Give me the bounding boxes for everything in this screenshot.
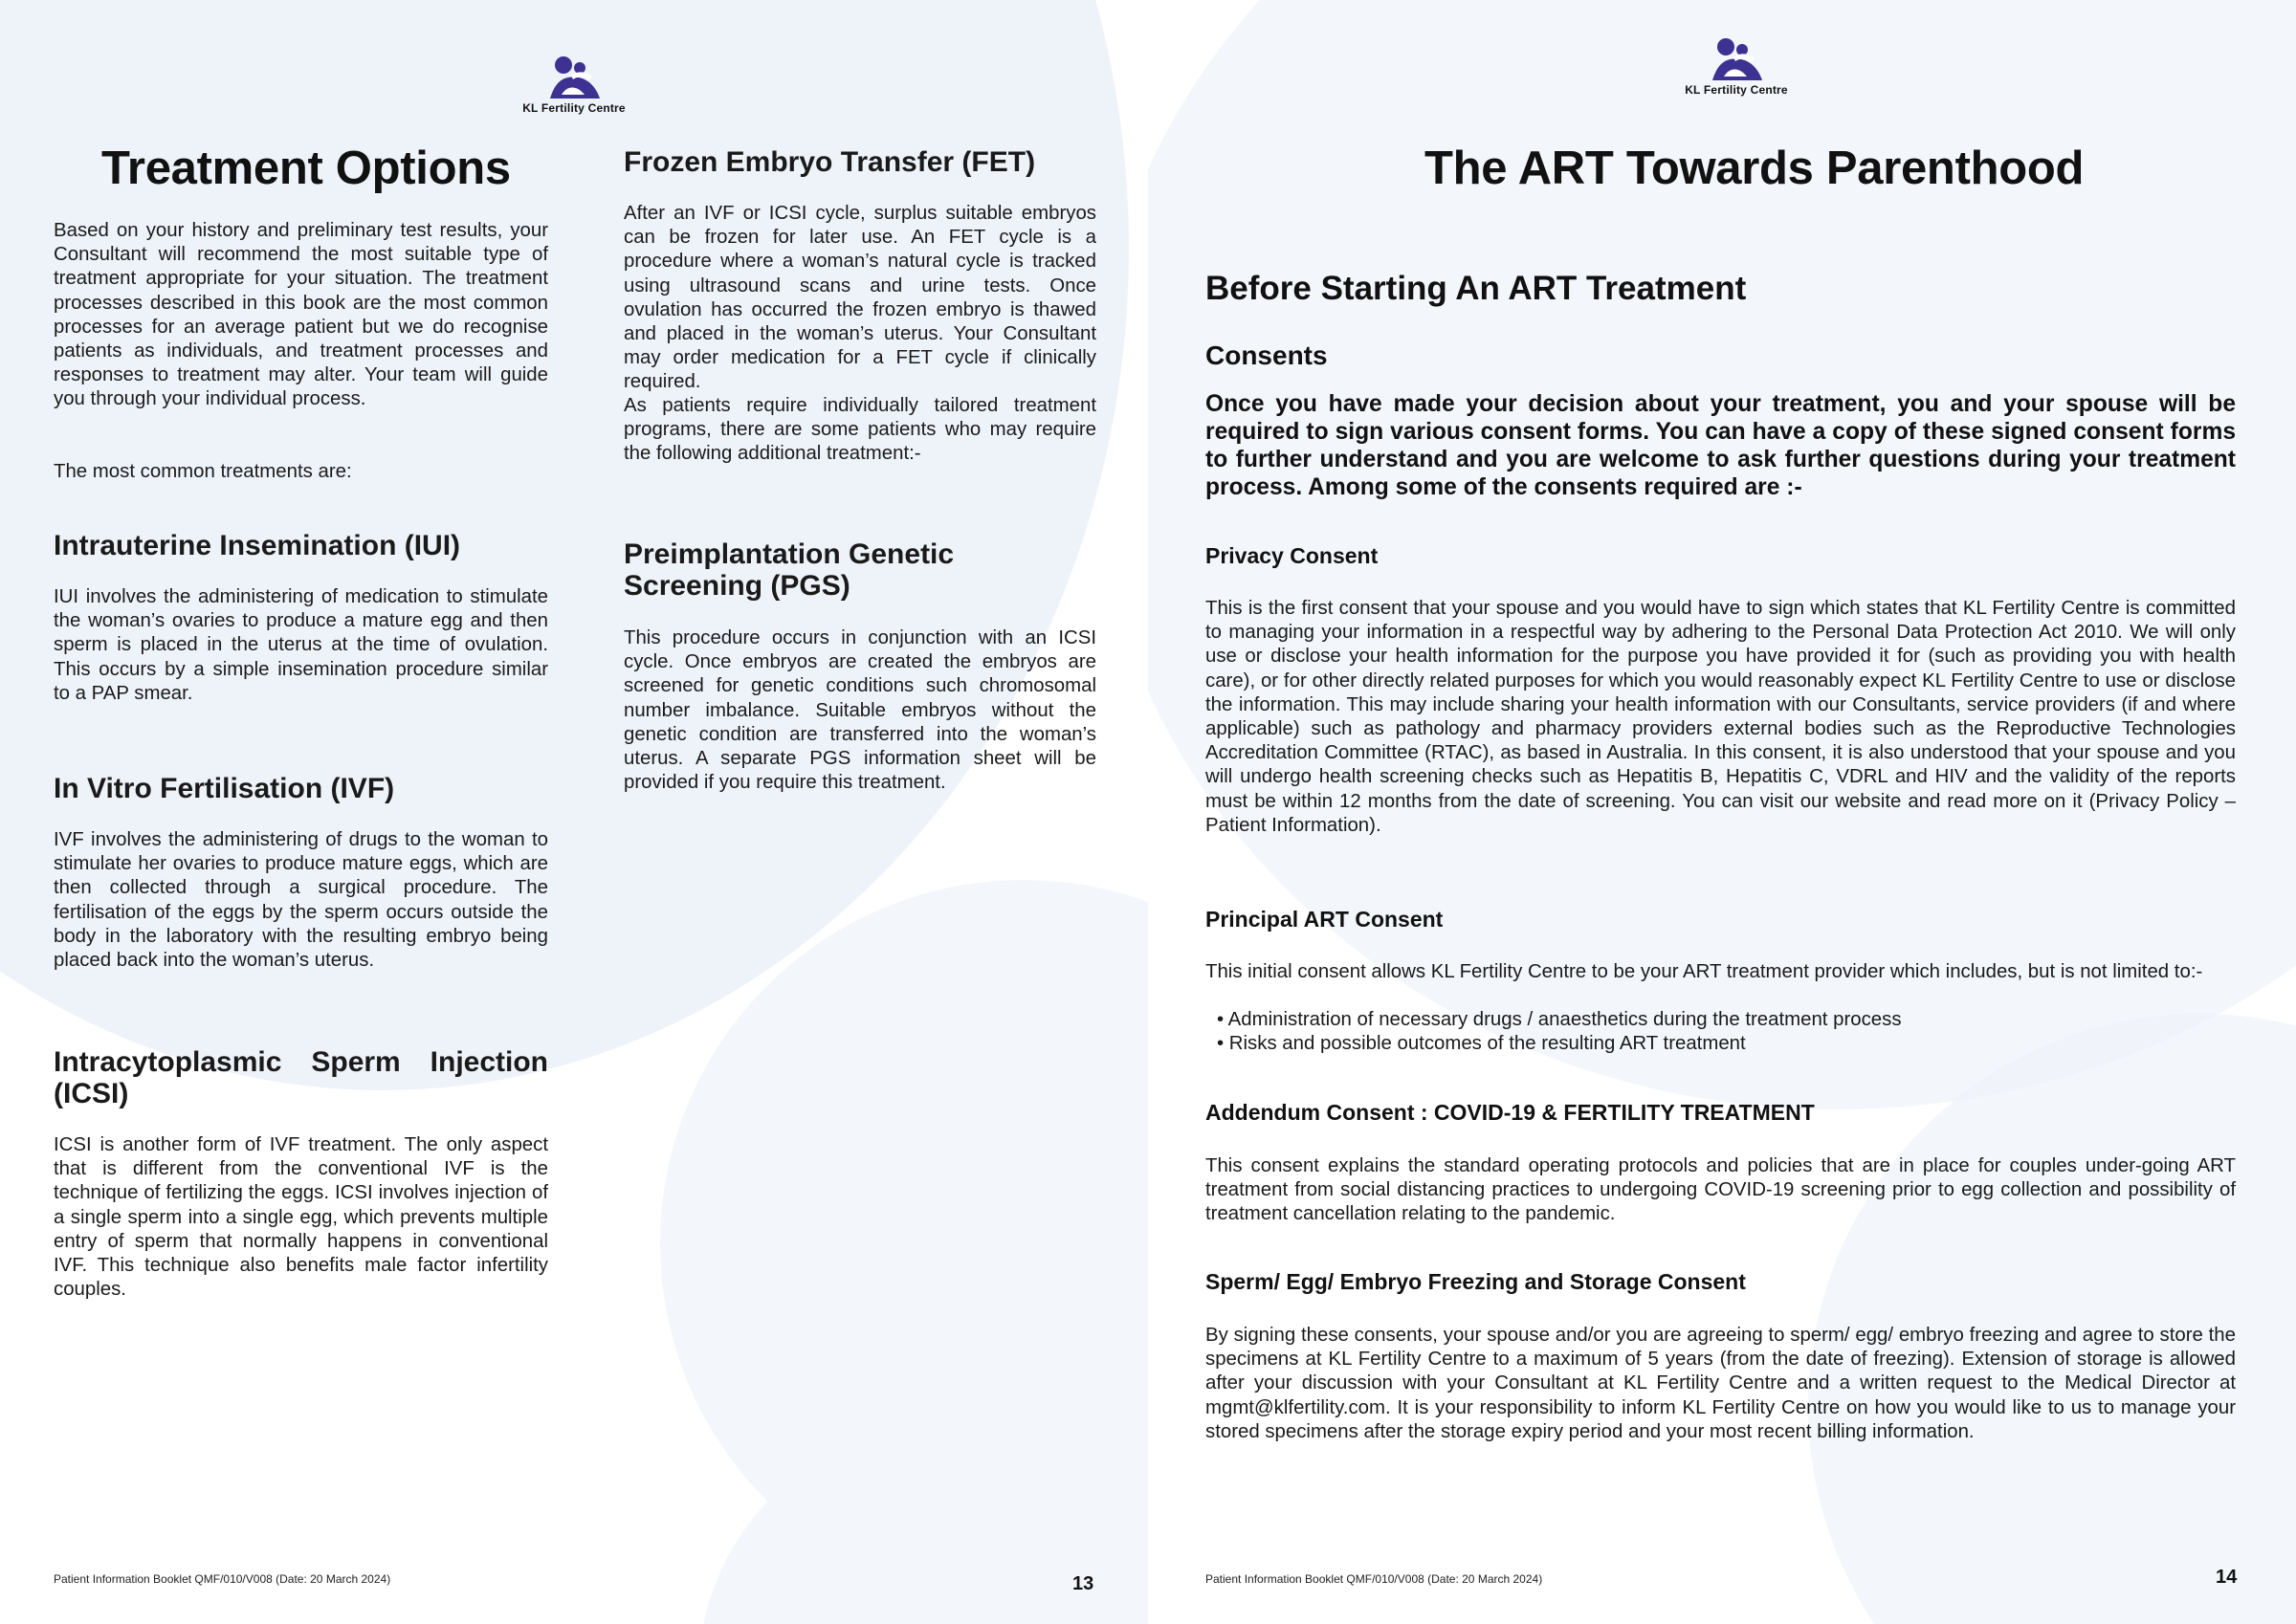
ivf-heading: In Vitro Fertilisation (IVF) xyxy=(54,773,395,804)
intro-paragraph: Based on your history and preliminary test results, your Consultant will recommend the most suitable type of treatment appropriate for your situation. The treatment processes described in this book are the most common processes for an average patient but we do recognise patients as individuals, and treatment processes and responses to treatment may alter. Your team will guide you through your individual process. xyxy=(54,220,548,410)
logo-mark-icon xyxy=(1707,36,1766,82)
freezing-consent-heading: Sperm/ Egg/ Embryo Freezing and Storage Consent xyxy=(1205,1269,1746,1294)
clinic-logo xyxy=(1669,36,1803,97)
fet-paragraph: After an IVF or ICSI cycle, surplus suitable embryos can be frozen for later use. An FET cycle is a procedure where a woman’s natural cycle is tracked using ultrasound scans and urine tests. Once ovulation has occurred the frozen embryo is thawed and placed in the woman’s uterus. Your Consultant may order medication for a FET cycle if clinically required. xyxy=(624,203,1096,393)
iui-paragraph: IUI involves the administering of medication to stimulate the woman’s ovaries to produce a mature egg and then sperm is placed in the uterus at the time of ovulation. This occurs by a simple insemination procedure similar to a PAP smear. xyxy=(54,586,548,704)
iui-heading: Intrauterine Insemination (IUI) xyxy=(54,530,461,561)
logo-text: KL Fertility Centre xyxy=(522,101,626,115)
principal-consent-paragraph: This initial consent allows KL Fertility Centre to be your ART treatment provider which includes, but is not limited to:- xyxy=(1205,961,2203,982)
ivf-paragraph: IVF involves the administering of drugs to the woman to stimulate her ovaries to produce mature eggs, which are then collected through a surgical procedure. The fertilisation of the eggs by the sperm occurs outside the body in the laboratory with the resulting embryo being placed back into the woman’s uterus. xyxy=(54,829,548,972)
page-title: The ART Towards Parenthood xyxy=(1424,143,2085,194)
privacy-consent-heading: Privacy Consent xyxy=(1205,543,1379,568)
fet-additional-paragraph: As patients require individually tailored treatment programs, there are some patients who may require the following additional treatment:- xyxy=(624,395,1096,465)
freezing-consent-paragraph: By signing these consents, your spouse and/or you are agreeing to sperm/ egg/ embryo freezing and agree to store the specimens at KL Fertility Centre to a maximum of 5 years (from the date of freezing). Extension of storage is allowed after your discussion with your Consultant at KL Fertility Centre and a written request to the Medical Director at mgmt@klfertility.com. It is your responsibility to inform KL Fertility Centre on how you would like to us to manage your stored specimens after the storage expiry period and your most recent billing information. xyxy=(1205,1325,2236,1442)
principal-consent-bullet: • Risks and possible outcomes of the resulting ART treatment xyxy=(1217,1033,1746,1054)
logo-mark-icon xyxy=(544,55,604,100)
right-page xyxy=(1148,0,2296,1624)
pgs-paragraph: This procedure occurs in conjunction with an ICSI cycle. Once embryos are created the embryos are screened for genetic conditions such chromosomal number imbalance. Suitable embryos without the genetic condition are transferred into the woman’s uterus. A separate PGS information sheet will be provided if you require this treatment. xyxy=(624,627,1096,794)
page-number: 13 xyxy=(1072,1573,1094,1594)
common-treatments-label: The most common treatments are: xyxy=(54,461,352,482)
icsi-paragraph: ICSI is another form of IVF treatment. The only aspect that is different from the conventional IVF is the technique of fertilizing the eggs. ICSI involves injection of a single sperm into a single egg, which prevents multiple entry of sperm that normally happens in conventional IVF. This technique also benefits male factor infertility couples. xyxy=(54,1134,548,1301)
pgs-heading: Preimplantation Genetic Screening (PGS) xyxy=(624,538,955,602)
page-title: Treatment Options xyxy=(101,143,511,194)
consents-heading: Consents xyxy=(1205,340,1328,370)
footer-text: Patient Information Booklet QMF/010/V008 (Date: 20 March 2024) xyxy=(54,1572,391,1586)
icsi-heading: Intracytoplasmic Sperm Injection (ICSI) xyxy=(54,1046,548,1109)
principal-consent-bullet: • Administration of necessary drugs / anaesthetics during the treatment process xyxy=(1217,1009,1902,1030)
fet-heading: Frozen Embryo Transfer (FET) xyxy=(624,146,1036,178)
addendum-consent-paragraph: This consent explains the standard operating protocols and policies that are in place for couples under-going ART treatment from social distancing practices to undergoing COVID-19 screening prior to egg collection and possibility of treatment cancellation relating to the pandemic. xyxy=(1205,1155,2236,1225)
page-number: 14 xyxy=(2216,1567,2238,1588)
clinic-logo xyxy=(507,55,641,115)
footer-text: Patient Information Booklet QMF/010/V008 (Date: 20 March 2024) xyxy=(1205,1572,1543,1586)
consents-lead-paragraph: Once you have made your decision about your treatment, you and your spouse will be required to sign various consent forms. You can have a copy of these signed consent forms to further understand and you are welcome to ask further questions during your treatment process. Among some of the consents required are :- xyxy=(1205,391,2236,500)
privacy-consent-paragraph: This is the first consent that your spouse and you would have to sign which states that KL Fertility Centre is committed to managing your information in a respectful way by adhering to the Personal Data Protection Act 2010. We will only use or disclose your health information for the purpose you have provided it for (such as providing you with health care), or for other directly related purposes for which you would reasonably expect KL Fertility Centre to use or disclose the information. This may include sharing your health information with our Consultants, service providers (if and where applicable) such as pathology and pharmacy providers external bodies such as the Reproductive Technologies Accreditation Committee (RTAC), as based in Australia. In this consent, it is also understood that your spouse and you will undergo health screening checks such as Hepatitis B, Hepatitis C, VDRL and HIV and the validity of the reports must be within 12 months from the date of screening. You can visit our website and read more on it (Privacy Policy – Patient Information). xyxy=(1205,598,2236,836)
addendum-consent-heading: Addendum Consent : COVID-19 & FERTILITY TREATMENT xyxy=(1205,1100,1815,1125)
logo-text: KL Fertility Centre xyxy=(1685,83,1788,97)
section-title: Before Starting An ART Treatment xyxy=(1205,270,1747,307)
principal-consent-heading: Principal ART Consent xyxy=(1205,907,1444,932)
